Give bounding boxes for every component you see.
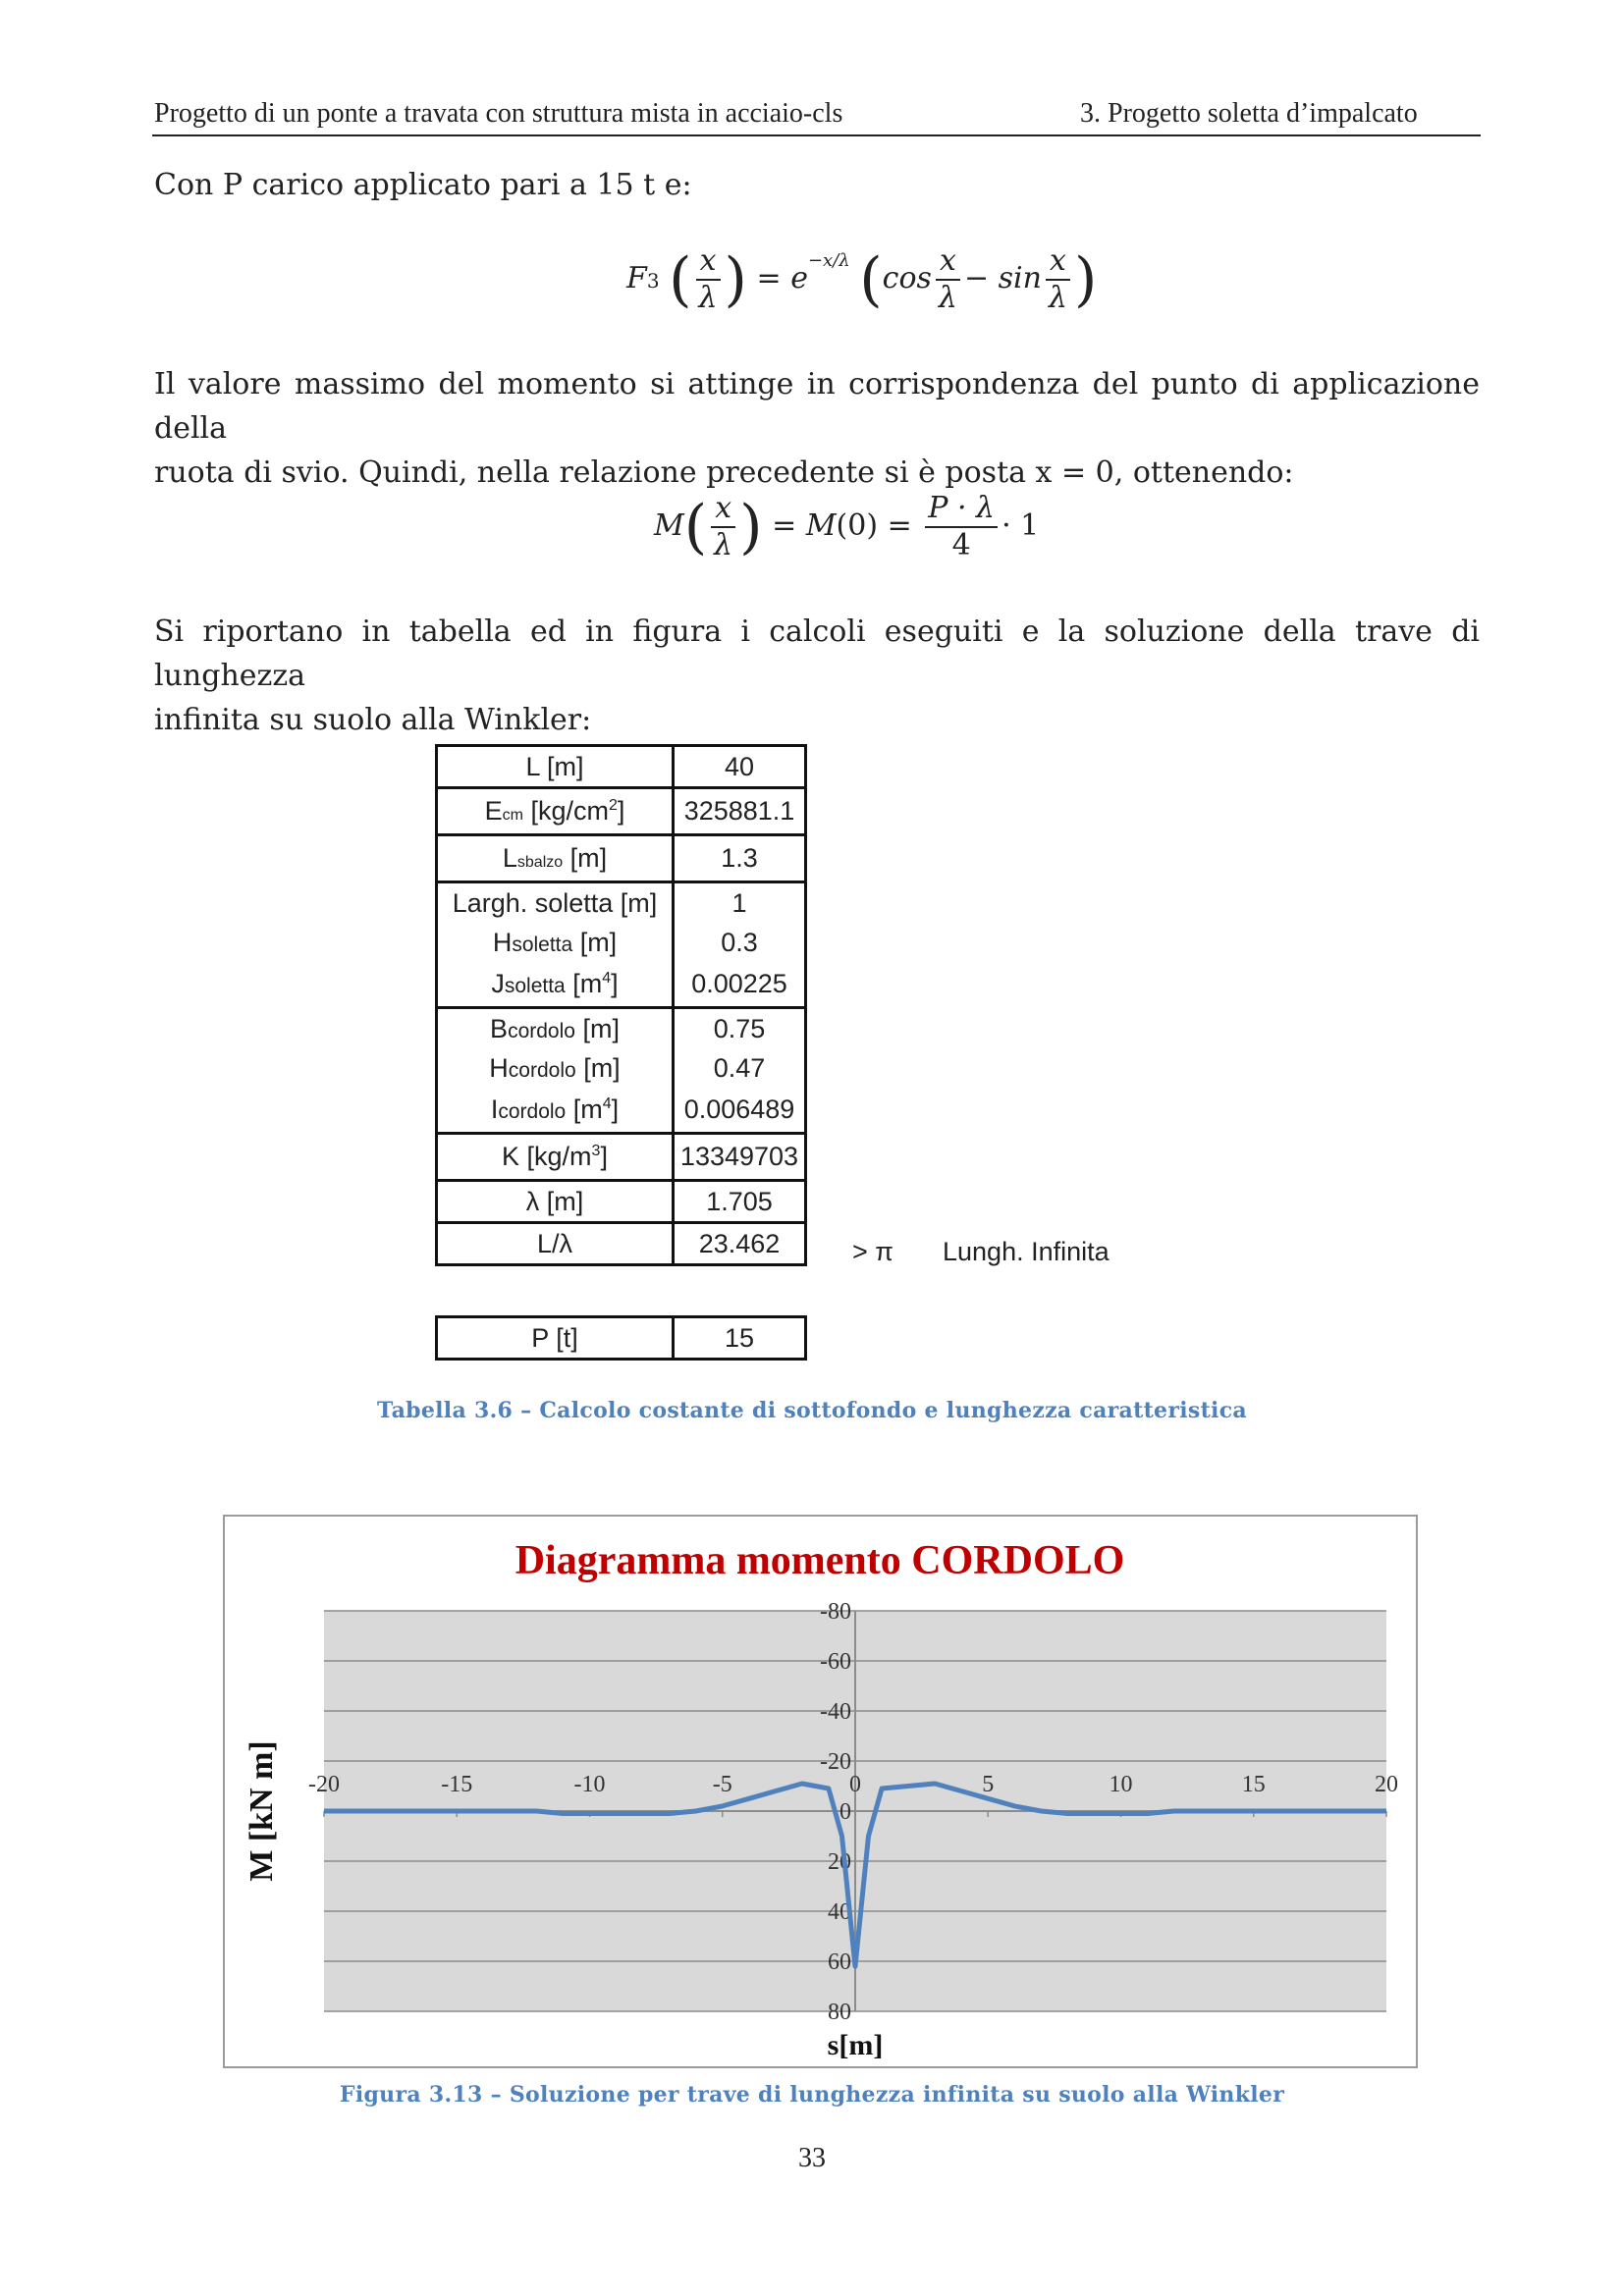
table-label: Bcordolo [m] xyxy=(437,1008,674,1049)
x-tick-label: 15 xyxy=(1241,1772,1266,1797)
table-row xyxy=(437,1134,806,1181)
moment-chart xyxy=(225,1517,1416,2066)
load-table xyxy=(435,1315,807,1361)
paragraph-line: Il valore massimo del momento si attinge in corrispondenza del punto di applicazione della xyxy=(154,367,1480,446)
table-value: 0.3 xyxy=(674,923,806,962)
table-row xyxy=(437,1008,806,1049)
x-axis-label: s[m] xyxy=(827,2029,884,2061)
table-value: 13349703 xyxy=(674,1134,806,1181)
table-label: Hcordolo [m] xyxy=(437,1048,674,1088)
table-value: 0.75 xyxy=(674,1008,806,1049)
table-value: 1 xyxy=(674,882,806,924)
equation-m0: M( $\frac{x}{\lambda}$ ) = M(0) = $\frac{P \cdot \lambda}{4}$ · 1 xyxy=(654,491,1040,562)
table-row xyxy=(437,746,806,788)
table-value: 0.47 xyxy=(674,1048,806,1088)
paragraph-line: ruota di svio. Quindi, nella relazione precedente si è posta x = 0, ottenendo: xyxy=(154,455,1294,490)
y-tick-label: -40 xyxy=(820,1699,851,1725)
table-label: L [m] xyxy=(437,746,674,788)
y-tick-label: -60 xyxy=(820,1649,851,1675)
table-row xyxy=(437,835,806,882)
y-tick-label: -20 xyxy=(820,1749,851,1775)
table-label: Jsoletta $[m^4]$ xyxy=(437,962,674,1008)
y-tick-label: 80 xyxy=(828,2000,851,2025)
table-note-symbol: > π xyxy=(852,1237,893,1266)
table-row xyxy=(437,882,806,924)
table-label: Hsoletta [m] xyxy=(437,923,674,962)
table-row xyxy=(437,1181,806,1223)
y-tick-label: 0 xyxy=(839,1799,851,1825)
y-tick-label: 20 xyxy=(828,1849,851,1875)
x-tick-label: 0 xyxy=(849,1772,861,1797)
y-tick-label: 60 xyxy=(828,1949,851,1975)
paragraph-line: Si riportano in tabella ed in figura i calcoli eseguiti e la soluzione della trave di lunghezza xyxy=(154,614,1480,693)
intro-text: Con P carico applicato pari a 15 t e: xyxy=(154,168,692,202)
table-label: Lsbalzo [m] xyxy=(437,835,674,882)
table-row xyxy=(437,962,806,1008)
equation-f3: F3 ( $\frac{x}{\lambda}$ ) = $e^{-x/\lambda}$ (cos $\frac{x}{\lambda}$ − sin $\frac{x}{\lambda}$ ) xyxy=(626,243,1098,315)
header-rule xyxy=(152,134,1481,136)
parameters-table xyxy=(435,744,807,1266)
table-row xyxy=(437,1088,806,1134)
table-caption: Tabella 3.6 – Calcolo costante di sottofondo e lunghezza caratteristica xyxy=(377,1398,1247,1423)
x-tick-label: -20 xyxy=(308,1772,340,1797)
table-value: 15 xyxy=(674,1317,806,1360)
x-tick-label: 10 xyxy=(1109,1772,1133,1797)
table-row xyxy=(437,788,806,835)
y-axis-label: M [kN m] xyxy=(244,1740,280,1882)
table-row xyxy=(437,1317,806,1360)
table-value: 1.3 xyxy=(674,835,806,882)
running-header-left: Progetto di un ponte a travata con struttura mista in acciaio-cls xyxy=(154,98,843,129)
table-label: K $[kg/m^3]$ xyxy=(437,1134,674,1181)
x-tick-label: 5 xyxy=(982,1772,995,1797)
table-value: 40 xyxy=(674,746,806,788)
table-note-text: Lungh. Infinita xyxy=(943,1237,1110,1266)
chart-frame xyxy=(223,1515,1418,2068)
x-tick-label: -10 xyxy=(573,1772,606,1797)
paragraph-table-intro xyxy=(154,610,1480,742)
table-label: P [t] xyxy=(437,1317,674,1360)
figure-caption: Figura 3.13 – Soluzione per trave di lunghezza infinita su suolo alla Winkler xyxy=(339,2082,1285,2108)
x-tick-label: -5 xyxy=(712,1772,732,1797)
y-tick-label: -80 xyxy=(820,1599,851,1625)
table-value: 23.462 xyxy=(674,1223,806,1265)
table-row xyxy=(437,923,806,962)
y-tick-label: 40 xyxy=(828,1899,851,1925)
table-value: 0.006489 xyxy=(674,1088,806,1134)
x-tick-label: -15 xyxy=(441,1772,473,1797)
table-label: λ [m] xyxy=(437,1181,674,1223)
table-value: 325881.1 xyxy=(674,788,806,835)
paragraph-max-moment xyxy=(154,362,1480,495)
running-header-right: 3. Progetto soletta d’impalcato xyxy=(1080,98,1418,129)
page-number: 33 xyxy=(798,2143,826,2173)
paragraph-line: infinita su suolo alla Winkler: xyxy=(154,703,592,737)
x-tick-label: 20 xyxy=(1375,1772,1398,1797)
table-label: Largh. soletta [m] xyxy=(437,882,674,924)
table-label: Ecm $[kg/cm^2]$ xyxy=(437,788,674,835)
table-row xyxy=(437,1223,806,1265)
table-value: 0.00225 xyxy=(674,962,806,1008)
table-label: Icordolo $[m^4]$ xyxy=(437,1088,674,1134)
table-label: L/λ xyxy=(437,1223,674,1265)
chart-title: Diagramma momento CORDOLO xyxy=(514,1538,1125,1583)
table-value: 1.705 xyxy=(674,1181,806,1223)
table-row xyxy=(437,1048,806,1088)
